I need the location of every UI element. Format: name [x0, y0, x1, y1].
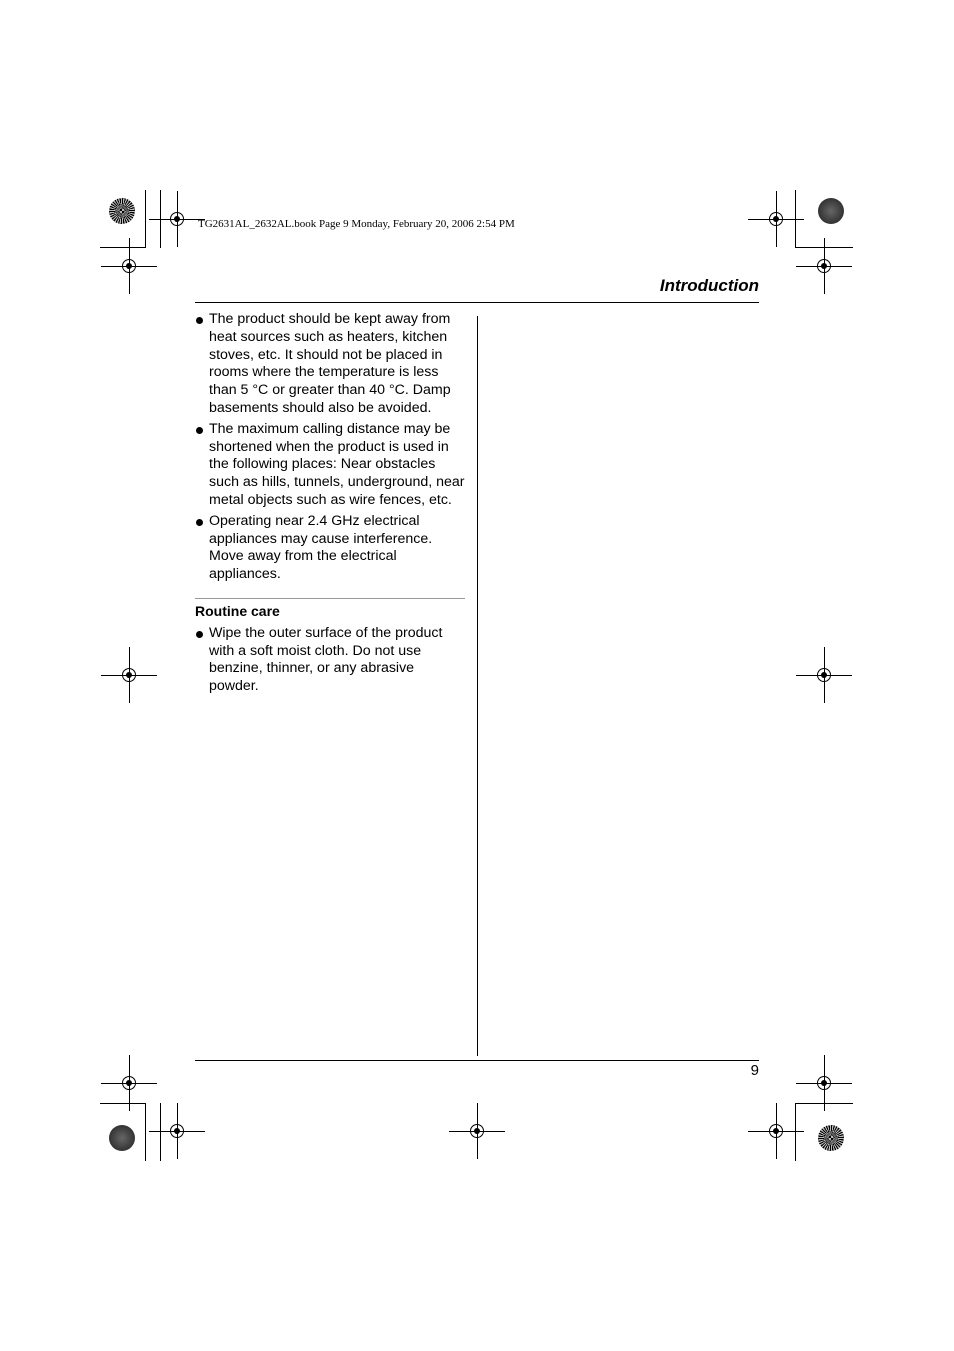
crop-mark	[795, 1103, 796, 1161]
crop-mark	[145, 190, 146, 248]
crop-mark	[145, 1103, 146, 1161]
print-registration-star-icon	[109, 198, 135, 224]
bullet-icon	[196, 519, 203, 526]
list-item	[195, 421, 465, 510]
bullet-icon	[196, 317, 203, 324]
crop-mark	[100, 1103, 146, 1104]
page-number: 9	[750, 1062, 759, 1079]
print-registration-disc-icon	[109, 1125, 135, 1151]
print-registration-star-icon	[818, 1125, 844, 1151]
bullet-icon	[196, 427, 203, 434]
list-item	[195, 625, 465, 696]
list-item-text: The maximum calling distance may be shortened when the product is used in the following places: Near obstacles such as hills, tunnels, underground, near metal objects such as wire fences, etc.	[209, 420, 465, 508]
footer-rule	[195, 1060, 759, 1061]
section-title: Introduction	[659, 276, 759, 295]
crop-mark	[100, 247, 146, 248]
bullet-icon	[196, 631, 203, 638]
list-item-text: Wipe the outer surface of the product with a soft moist cloth. Do not use benzine, thinner, or any abrasive powder.	[209, 624, 443, 695]
list-item	[195, 311, 465, 418]
list-item	[195, 513, 465, 584]
print-registration-disc-icon	[818, 198, 844, 224]
left-column	[195, 311, 465, 699]
routine-care-heading: Routine care	[195, 598, 465, 621]
list-item-text: The product should be kept away from heat sources such as heaters, kitchen stoves, etc. It should not be placed in rooms where the temperature is less than 5 °C or greater than 40 °C. Damp basements should also be avoided.	[209, 311, 451, 416]
header-rule	[195, 302, 759, 303]
crop-mark	[160, 1103, 161, 1161]
column-divider	[477, 316, 478, 1056]
print-file-info: TG2631AL_2632AL.book Page 9 Monday, February 20, 2006 2:54 PM	[198, 218, 515, 230]
list-item-text: Operating near 2.4 GHz electrical appliances may cause interference. Move away from the electrical appliances.	[209, 512, 433, 583]
